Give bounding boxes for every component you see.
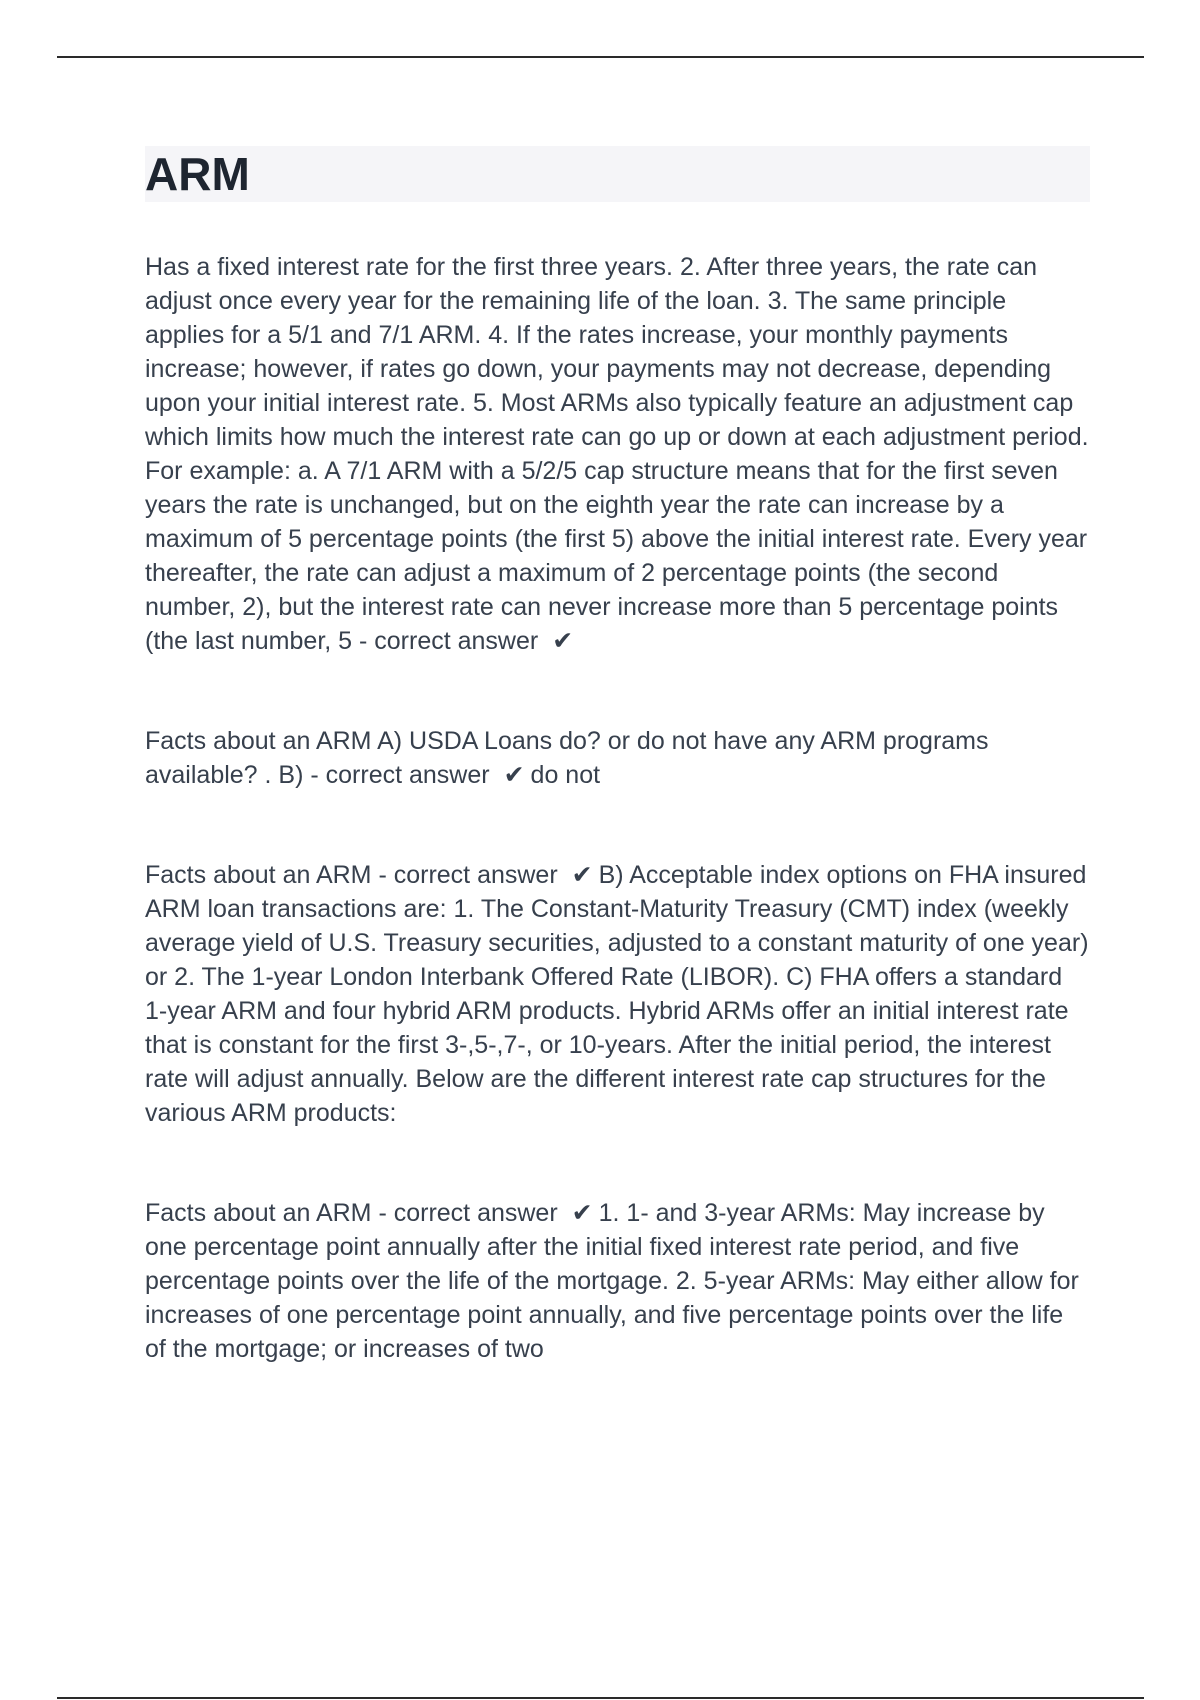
page-title: ARM [145, 148, 250, 200]
content [145, 250, 1090, 1432]
entry-answer: do not [530, 761, 601, 789]
entry-question: Facts about an ARM - correct answer [145, 861, 558, 889]
qa-entry [145, 1196, 1090, 1366]
checkmark-icon: ✔ [571, 861, 593, 889]
entry-question: Has a fixed interest rate for the first three years. 2. After three years, the rate can adjust once every year for the remaining life of the loan. 3. The same principle applies for a 5/1 and 7/1 ARM. 4. If the rates increase, your monthly payments increase; however, if rates go down, your payments may not decrease, depending upon your initial interest rate. 5. Most ARMs also typically feature an adjustment cap which limits how much the interest rate can go up or down at each adjustment period. For example: a. A 7/1 ARM with a 5/2/5 cap structure means that for the first seven years the rate is unchanged, but on the eighth year the rate can increase by a maximum of 5 percentage points (the first 5) above the initial interest rate. Every year thereafter, the rate can adjust a maximum of 2 percentage points (the second number, 2), but the interest rate can never increase more than 5 percentage points (the last number, 5 - correct answer [145, 253, 1089, 655]
entry-question: Facts about an ARM A) USDA Loans do? or do not have any ARM programs available? . B) - correct answer [145, 727, 989, 789]
bottom-rule [57, 1697, 1144, 1699]
entry-answer: 1. 1- and 3-year ARMs: May increase by one percentage point annually after the initial fixed interest rate period, and five percentage points over the life of the mortgage. 2. 5-year ARMs: May either allow for increases of one percentage point annually, and five percentage points over the life of the mortgage; or increases of two [145, 1199, 1079, 1363]
entry-answer: B) Acceptable index options on FHA insured ARM loan transactions are: 1. The Constant-Maturity Treasury (CMT) index (weekly average yield of U.S. Treasury securities, adjusted to a constant maturity of one year) or 2. The 1-year London Interbank Offered Rate (LIBOR). C) FHA offers a standard 1-year ARM and four hybrid ARM products. Hybrid ARMs offer an initial interest rate that is constant for the first 3-,5-,7-, or 10-years. After the initial period, the interest rate will adjust annually. Below are the different interest rate cap structures for the various ARM products: [145, 861, 1089, 1127]
qa-entry [145, 858, 1090, 1130]
qa-entry [145, 250, 1090, 658]
qa-entry [145, 724, 1090, 792]
top-rule [57, 56, 1144, 58]
heading-background [145, 146, 1090, 202]
checkmark-icon: ✔ [571, 1199, 593, 1227]
entry-question: Facts about an ARM - correct answer [145, 1199, 558, 1227]
checkmark-icon: ✔ [503, 761, 525, 789]
checkmark-icon: ✔ [552, 627, 574, 655]
